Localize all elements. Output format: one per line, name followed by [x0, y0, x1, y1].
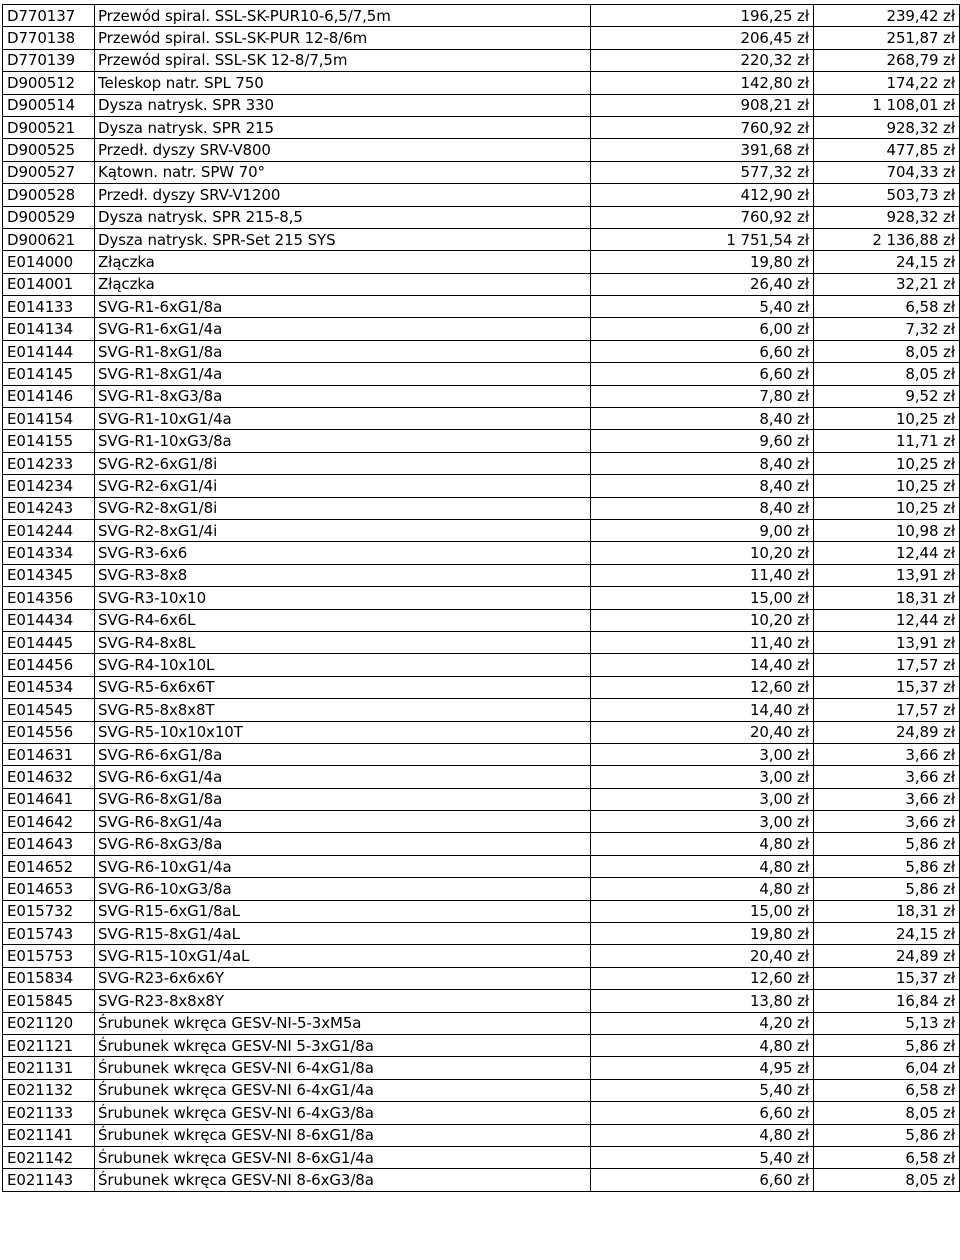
net-price-cell: 14,40 zł — [591, 654, 814, 676]
product-code-cell: E014234 — [3, 475, 95, 497]
net-price-cell: 15,00 zł — [591, 900, 814, 922]
table-row — [3, 990, 960, 1012]
product-name-cell: Śrubunek wkręca GESV-NI 6-4xG1/4a — [95, 1079, 591, 1101]
gross-price-cell: 15,37 zł — [814, 676, 960, 698]
gross-price-cell: 13,91 zł — [814, 564, 960, 586]
product-code-cell: E014146 — [3, 385, 95, 407]
gross-price-cell: 6,04 zł — [814, 1057, 960, 1079]
table-row — [3, 139, 960, 161]
product-name-cell: SVG-R6-8xG1/4a — [95, 811, 591, 833]
product-name-cell: SVG-R6-10xG3/8a — [95, 878, 591, 900]
gross-price-cell: 17,57 zł — [814, 699, 960, 721]
product-code-cell: E014233 — [3, 452, 95, 474]
product-code-cell: E014556 — [3, 721, 95, 743]
product-code-cell: E014456 — [3, 654, 95, 676]
table-row — [3, 609, 960, 631]
product-name-cell: Dysza natrysk. SPR 215-8,5 — [95, 206, 591, 228]
table-row — [3, 5, 960, 27]
gross-price-cell: 268,79 zł — [814, 49, 960, 71]
product-code-cell: E021120 — [3, 1012, 95, 1034]
net-price-cell: 1 751,54 zł — [591, 228, 814, 250]
net-price-cell: 577,32 zł — [591, 161, 814, 183]
product-code-cell: E015732 — [3, 900, 95, 922]
product-name-cell: SVG-R1-8xG1/8a — [95, 340, 591, 362]
table-row — [3, 923, 960, 945]
product-name-cell: SVG-R3-6x6 — [95, 542, 591, 564]
gross-price-cell: 5,13 zł — [814, 1012, 960, 1034]
table-row — [3, 475, 960, 497]
net-price-cell: 11,40 zł — [591, 564, 814, 586]
net-price-cell: 196,25 zł — [591, 5, 814, 27]
product-name-cell: Śrubunek wkręca GESV-NI 8-6xG1/4a — [95, 1146, 591, 1168]
gross-price-cell: 9,52 zł — [814, 385, 960, 407]
product-name-cell: SVG-R6-10xG1/4a — [95, 855, 591, 877]
net-price-cell: 220,32 zł — [591, 49, 814, 71]
table-row — [3, 721, 960, 743]
table-row — [3, 519, 960, 541]
product-name-cell: Śrubunek wkręca GESV-NI 5-3xG1/8a — [95, 1034, 591, 1056]
product-code-cell: E014154 — [3, 408, 95, 430]
net-price-cell: 142,80 zł — [591, 72, 814, 94]
table-row — [3, 385, 960, 407]
gross-price-cell: 32,21 zł — [814, 273, 960, 295]
product-code-cell: E014642 — [3, 811, 95, 833]
product-name-cell: SVG-R15-10xG1/4aL — [95, 945, 591, 967]
net-price-cell: 7,80 zł — [591, 385, 814, 407]
table-row — [3, 1169, 960, 1191]
net-price-cell: 4,95 zł — [591, 1057, 814, 1079]
net-price-cell: 760,92 zł — [591, 116, 814, 138]
net-price-cell: 5,40 zł — [591, 296, 814, 318]
gross-price-cell: 5,86 zł — [814, 878, 960, 900]
product-name-cell: SVG-R5-6x6x6T — [95, 676, 591, 698]
product-code-cell: E021143 — [3, 1169, 95, 1191]
table-row — [3, 967, 960, 989]
product-name-cell: SVG-R1-6xG1/8a — [95, 296, 591, 318]
net-price-cell: 12,60 zł — [591, 676, 814, 698]
product-code-cell: E014345 — [3, 564, 95, 586]
table-row — [3, 542, 960, 564]
product-code-cell: E014155 — [3, 430, 95, 452]
product-name-cell: SVG-R15-8xG1/4aL — [95, 923, 591, 945]
gross-price-cell: 24,89 zł — [814, 945, 960, 967]
table-row — [3, 251, 960, 273]
product-code-cell: D900528 — [3, 184, 95, 206]
net-price-cell: 8,40 zł — [591, 452, 814, 474]
table-row — [3, 1102, 960, 1124]
product-name-cell: SVG-R4-10x10L — [95, 654, 591, 676]
table-row — [3, 945, 960, 967]
table-row — [3, 1057, 960, 1079]
table-row — [3, 564, 960, 586]
table-row — [3, 1146, 960, 1168]
gross-price-cell: 18,31 zł — [814, 587, 960, 609]
table-row — [3, 497, 960, 519]
gross-price-cell: 8,05 zł — [814, 1169, 960, 1191]
product-name-cell: SVG-R4-6x6L — [95, 609, 591, 631]
net-price-cell: 8,40 zł — [591, 497, 814, 519]
product-name-cell: Przewód spiral. SSL-SK-PUR 12-8/6m — [95, 27, 591, 49]
gross-price-cell: 5,86 zł — [814, 855, 960, 877]
product-name-cell: Dysza natrysk. SPR 330 — [95, 94, 591, 116]
gross-price-cell: 477,85 zł — [814, 139, 960, 161]
net-price-cell: 20,40 zł — [591, 945, 814, 967]
product-code-cell: E021133 — [3, 1102, 95, 1124]
product-code-cell: E021131 — [3, 1057, 95, 1079]
net-price-cell: 13,80 zł — [591, 990, 814, 1012]
product-code-cell: E015743 — [3, 923, 95, 945]
product-code-cell: E021141 — [3, 1124, 95, 1146]
net-price-cell: 4,80 zł — [591, 855, 814, 877]
gross-price-cell: 3,66 zł — [814, 811, 960, 833]
product-code-cell: E014631 — [3, 743, 95, 765]
table-row — [3, 654, 960, 676]
net-price-cell: 12,60 zł — [591, 967, 814, 989]
table-row — [3, 743, 960, 765]
table-row — [3, 699, 960, 721]
product-name-cell: SVG-R5-10x10x10T — [95, 721, 591, 743]
net-price-cell: 10,20 zł — [591, 542, 814, 564]
net-price-cell: 3,00 zł — [591, 788, 814, 810]
gross-price-cell: 5,86 zł — [814, 1034, 960, 1056]
table-row — [3, 766, 960, 788]
product-code-cell: E014244 — [3, 519, 95, 541]
product-name-cell: SVG-R2-6xG1/8i — [95, 452, 591, 474]
gross-price-cell: 16,84 zł — [814, 990, 960, 1012]
net-price-cell: 4,80 zł — [591, 833, 814, 855]
product-code-cell: D900521 — [3, 116, 95, 138]
product-code-cell: E014632 — [3, 766, 95, 788]
product-code-cell: E015834 — [3, 967, 95, 989]
gross-price-cell: 8,05 zł — [814, 1102, 960, 1124]
gross-price-cell: 174,22 zł — [814, 72, 960, 94]
product-name-cell: Śrubunek wkręca GESV-NI 6-4xG3/8a — [95, 1102, 591, 1124]
product-code-cell: D900525 — [3, 139, 95, 161]
product-name-cell: SVG-R23-8x8x8Y — [95, 990, 591, 1012]
product-code-cell: E014652 — [3, 855, 95, 877]
net-price-cell: 6,60 zł — [591, 1102, 814, 1124]
gross-price-cell: 6,58 zł — [814, 296, 960, 318]
product-name-cell: SVG-R6-6xG1/8a — [95, 743, 591, 765]
gross-price-cell: 24,15 zł — [814, 251, 960, 273]
net-price-cell: 6,60 zł — [591, 340, 814, 362]
gross-price-cell: 15,37 zł — [814, 967, 960, 989]
table-row — [3, 408, 960, 430]
table-row — [3, 430, 960, 452]
gross-price-cell: 3,66 zł — [814, 766, 960, 788]
product-code-cell: D900512 — [3, 72, 95, 94]
table-row — [3, 452, 960, 474]
product-code-cell: D900621 — [3, 228, 95, 250]
table-row — [3, 676, 960, 698]
net-price-cell: 5,40 zł — [591, 1146, 814, 1168]
product-name-cell: SVG-R1-10xG1/4a — [95, 408, 591, 430]
gross-price-cell: 239,42 zł — [814, 5, 960, 27]
gross-price-cell: 6,58 zł — [814, 1079, 960, 1101]
net-price-cell: 908,21 zł — [591, 94, 814, 116]
net-price-cell: 391,68 zł — [591, 139, 814, 161]
gross-price-cell: 251,87 zł — [814, 27, 960, 49]
gross-price-cell: 2 136,88 zł — [814, 228, 960, 250]
product-code-cell: E014445 — [3, 631, 95, 653]
product-name-cell: Śrubunek wkręca GESV-NI 8-6xG3/8a — [95, 1169, 591, 1191]
net-price-cell: 6,60 zł — [591, 1169, 814, 1191]
gross-price-cell: 3,66 zł — [814, 743, 960, 765]
gross-price-cell: 12,44 zł — [814, 542, 960, 564]
product-name-cell: Śrubunek wkręca GESV-NI 6-4xG1/8a — [95, 1057, 591, 1079]
gross-price-cell: 24,89 zł — [814, 721, 960, 743]
gross-price-cell: 1 108,01 zł — [814, 94, 960, 116]
product-name-cell: SVG-R6-8xG3/8a — [95, 833, 591, 855]
product-code-cell: E014653 — [3, 878, 95, 900]
product-name-cell: Dysza natrysk. SPR-Set 215 SYS — [95, 228, 591, 250]
table-row — [3, 811, 960, 833]
net-price-cell: 3,00 zł — [591, 811, 814, 833]
product-code-cell: E021132 — [3, 1079, 95, 1101]
product-code-cell: E014145 — [3, 363, 95, 385]
gross-price-cell: 11,71 zł — [814, 430, 960, 452]
product-name-cell: SVG-R23-6x6x6Y — [95, 967, 591, 989]
product-code-cell: E015845 — [3, 990, 95, 1012]
gross-price-cell: 8,05 zł — [814, 363, 960, 385]
product-name-cell: Przedł. dyszy SRV-V1200 — [95, 184, 591, 206]
product-code-cell: D900527 — [3, 161, 95, 183]
product-code-cell: E015753 — [3, 945, 95, 967]
product-code-cell: E014545 — [3, 699, 95, 721]
table-row — [3, 1124, 960, 1146]
product-code-cell: D770138 — [3, 27, 95, 49]
product-code-cell: E014144 — [3, 340, 95, 362]
product-name-cell: Teleskop natr. SPL 750 — [95, 72, 591, 94]
net-price-cell: 8,40 zł — [591, 475, 814, 497]
net-price-cell: 15,00 zł — [591, 587, 814, 609]
gross-price-cell: 13,91 zł — [814, 631, 960, 653]
table-row — [3, 49, 960, 71]
table-row — [3, 184, 960, 206]
product-code-cell: E014356 — [3, 587, 95, 609]
table-row — [3, 855, 960, 877]
product-name-cell: Kątown. natr. SPW 70° — [95, 161, 591, 183]
table-row — [3, 228, 960, 250]
product-name-cell: Przewód spiral. SSL-SK-PUR10-6,5/7,5m — [95, 5, 591, 27]
net-price-cell: 4,80 zł — [591, 1034, 814, 1056]
table-row — [3, 27, 960, 49]
product-name-cell: SVG-R4-8x8L — [95, 631, 591, 653]
product-name-cell: SVG-R15-6xG1/8aL — [95, 900, 591, 922]
product-name-cell: SVG-R2-8xG1/8i — [95, 497, 591, 519]
gross-price-cell: 3,66 zł — [814, 788, 960, 810]
gross-price-cell: 5,86 zł — [814, 833, 960, 855]
table-row — [3, 161, 960, 183]
net-price-cell: 6,00 zł — [591, 318, 814, 340]
net-price-cell: 412,90 zł — [591, 184, 814, 206]
table-row — [3, 296, 960, 318]
product-name-cell: SVG-R1-8xG3/8a — [95, 385, 591, 407]
product-name-cell: Śrubunek wkręca GESV-NI 8-6xG1/8a — [95, 1124, 591, 1146]
table-row — [3, 94, 960, 116]
gross-price-cell: 10,25 zł — [814, 475, 960, 497]
product-name-cell: SVG-R1-8xG1/4a — [95, 363, 591, 385]
product-code-cell: E014001 — [3, 273, 95, 295]
table-row — [3, 363, 960, 385]
table-row — [3, 587, 960, 609]
net-price-cell: 11,40 zł — [591, 631, 814, 653]
product-code-cell: D900529 — [3, 206, 95, 228]
net-price-cell: 19,80 zł — [591, 923, 814, 945]
net-price-cell: 9,00 zł — [591, 519, 814, 541]
gross-price-cell: 12,44 zł — [814, 609, 960, 631]
price-list-body — [3, 5, 960, 1192]
table-row — [3, 833, 960, 855]
gross-price-cell: 8,05 zł — [814, 340, 960, 362]
product-name-cell: SVG-R6-8xG1/8a — [95, 788, 591, 810]
product-code-cell: D770139 — [3, 49, 95, 71]
table-row — [3, 273, 960, 295]
product-name-cell: Śrubunek wkręca GESV-NI-5-3xM5a — [95, 1012, 591, 1034]
net-price-cell: 20,40 zł — [591, 721, 814, 743]
product-code-cell: D770137 — [3, 5, 95, 27]
product-code-cell: E014534 — [3, 676, 95, 698]
gross-price-cell: 7,32 zł — [814, 318, 960, 340]
net-price-cell: 3,00 zł — [591, 766, 814, 788]
product-name-cell: SVG-R3-8x8 — [95, 564, 591, 586]
gross-price-cell: 17,57 zł — [814, 654, 960, 676]
net-price-cell: 3,00 zł — [591, 743, 814, 765]
gross-price-cell: 10,98 zł — [814, 519, 960, 541]
product-name-cell: SVG-R1-10xG3/8a — [95, 430, 591, 452]
product-name-cell: SVG-R6-6xG1/4a — [95, 766, 591, 788]
net-price-cell: 9,60 zł — [591, 430, 814, 452]
table-row — [3, 900, 960, 922]
net-price-cell: 10,20 zł — [591, 609, 814, 631]
net-price-cell: 5,40 zł — [591, 1079, 814, 1101]
net-price-cell: 760,92 zł — [591, 206, 814, 228]
product-name-cell: SVG-R1-6xG1/4a — [95, 318, 591, 340]
product-name-cell: Złączka — [95, 273, 591, 295]
table-row — [3, 318, 960, 340]
product-code-cell: E014641 — [3, 788, 95, 810]
net-price-cell: 4,20 zł — [591, 1012, 814, 1034]
product-code-cell: E014133 — [3, 296, 95, 318]
product-code-cell: E014434 — [3, 609, 95, 631]
table-row — [3, 878, 960, 900]
table-row — [3, 340, 960, 362]
product-code-cell: E014000 — [3, 251, 95, 273]
gross-price-cell: 24,15 zł — [814, 923, 960, 945]
product-name-cell: SVG-R2-8xG1/4i — [95, 519, 591, 541]
table-row — [3, 116, 960, 138]
product-name-cell: Przewód spiral. SSL-SK 12-8/7,5m — [95, 49, 591, 71]
net-price-cell: 19,80 zł — [591, 251, 814, 273]
gross-price-cell: 18,31 zł — [814, 900, 960, 922]
gross-price-cell: 10,25 zł — [814, 408, 960, 430]
net-price-cell: 4,80 zł — [591, 878, 814, 900]
product-name-cell: Złączka — [95, 251, 591, 273]
product-code-cell: E021121 — [3, 1034, 95, 1056]
product-name-cell: SVG-R5-8x8x8T — [95, 699, 591, 721]
product-name-cell: Przedł. dyszy SRV-V800 — [95, 139, 591, 161]
product-code-cell: E021142 — [3, 1146, 95, 1168]
gross-price-cell: 704,33 zł — [814, 161, 960, 183]
table-row — [3, 1079, 960, 1101]
product-name-cell: SVG-R2-6xG1/4i — [95, 475, 591, 497]
table-row — [3, 631, 960, 653]
product-code-cell: E014643 — [3, 833, 95, 855]
table-row — [3, 72, 960, 94]
gross-price-cell: 503,73 zł — [814, 184, 960, 206]
gross-price-cell: 10,25 zł — [814, 452, 960, 474]
net-price-cell: 14,40 zł — [591, 699, 814, 721]
table-row — [3, 1034, 960, 1056]
net-price-cell: 4,80 zł — [591, 1124, 814, 1146]
gross-price-cell: 5,86 zł — [814, 1124, 960, 1146]
gross-price-cell: 10,25 zł — [814, 497, 960, 519]
price-list-table — [2, 4, 960, 1192]
net-price-cell: 26,40 zł — [591, 273, 814, 295]
table-row — [3, 1012, 960, 1034]
net-price-cell: 8,40 zł — [591, 408, 814, 430]
net-price-cell: 6,60 zł — [591, 363, 814, 385]
gross-price-cell: 928,32 zł — [814, 116, 960, 138]
product-name-cell: Dysza natrysk. SPR 215 — [95, 116, 591, 138]
net-price-cell: 206,45 zł — [591, 27, 814, 49]
product-code-cell: E014243 — [3, 497, 95, 519]
product-code-cell: E014334 — [3, 542, 95, 564]
product-code-cell: D900514 — [3, 94, 95, 116]
table-row — [3, 788, 960, 810]
table-row — [3, 206, 960, 228]
product-name-cell: SVG-R3-10x10 — [95, 587, 591, 609]
gross-price-cell: 928,32 zł — [814, 206, 960, 228]
product-code-cell: E014134 — [3, 318, 95, 340]
gross-price-cell: 6,58 zł — [814, 1146, 960, 1168]
